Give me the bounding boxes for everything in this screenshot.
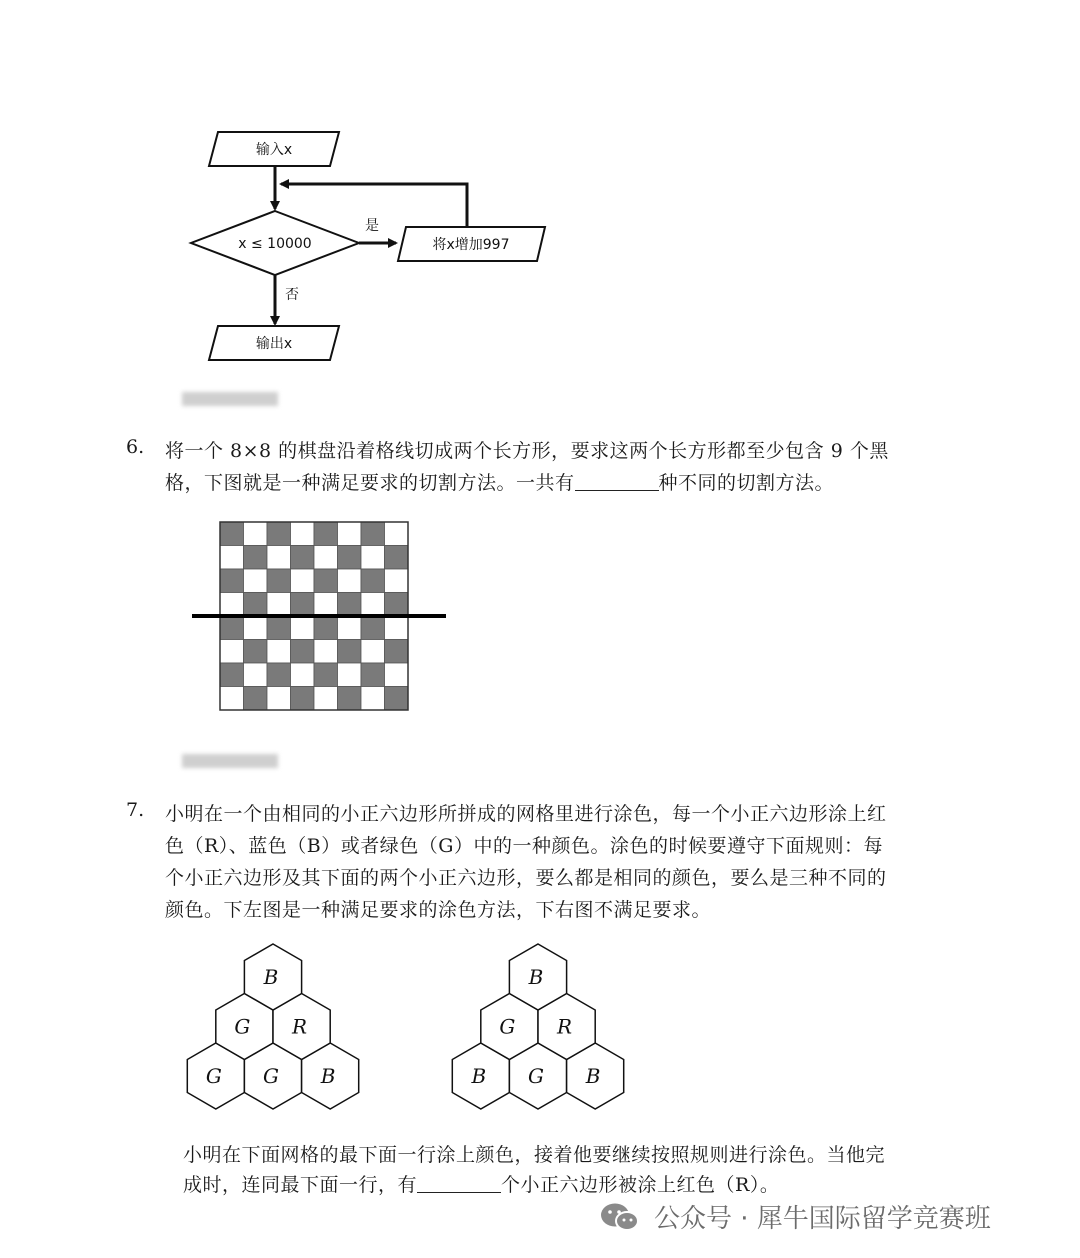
hex-grid-left [187, 944, 358, 1109]
hex-label: G [499, 1014, 516, 1039]
hex-label: R [292, 1014, 308, 1039]
flow-condition-label: x ≤ 10000 [238, 236, 312, 252]
hex-label: B [320, 1064, 336, 1088]
hex-label: B [471, 1064, 487, 1088]
q7-follow1: 小明在下面网格的最下面一行涂上颜色，接着他要继续按照规则进行涂色。当他完 [183, 1144, 886, 1166]
hex-label: B [585, 1064, 601, 1088]
flow-input-label: 输入x [255, 142, 293, 158]
q6-line2-a: 格，下图就是一种满足要求的切割方法。一共有 [165, 472, 575, 494]
hex-label: G [528, 1064, 544, 1088]
q6-number: 6. [126, 436, 145, 458]
hex-label: R [557, 1014, 573, 1039]
watermark-text: 公众号 · 犀牛国际留学竞赛班 [654, 1204, 991, 1234]
hex-label: G [263, 1064, 279, 1088]
q7-line4: 颜色。下左图是一种满足要求的涂色方法，下右图不满足要求。 [165, 899, 712, 921]
flow-yes-label: 是 [365, 218, 379, 234]
flow-no-label: 否 [285, 287, 299, 303]
q7-answer-blank[interactable] [417, 1174, 501, 1193]
q6-line2-b: 种不同的切割方法。 [658, 472, 835, 494]
hex-label: B [263, 965, 279, 989]
hex-label: G [205, 1064, 222, 1088]
watermark [598, 1198, 991, 1235]
q7-follow2 [183, 1170, 779, 1197]
flow-output-label: 输出x [255, 336, 293, 352]
q7-line1: 小明在一个由相同的小正六边形所拼成的网格里进行涂色，每一个小正六边形涂上红 [165, 803, 887, 825]
hex-label: B [528, 965, 544, 989]
q7-number: 7. [126, 799, 145, 821]
hex-label: G [234, 1014, 251, 1039]
q7-line2: 色（R）、蓝色（B）或者绿色（G）中的一种颜色。涂色的时候要遵守下面规则：每 [165, 835, 883, 857]
q7-follow2-b: 个小正六边形被涂上红色（R）。 [501, 1174, 780, 1196]
wechat-icon [598, 1199, 642, 1235]
q6-line1: 将一个 8×8 的棋盘沿着格线切成两个长方形，要求这两个长方形都至少包含 9 个黑 [165, 440, 889, 462]
q7-follow2-a: 成时，连同最下面一行，有 [183, 1174, 418, 1196]
hex-grid-right [452, 944, 623, 1109]
flow-action-label: 将x增加997 [432, 237, 510, 253]
q7-line3: 个小正六边形及其下面的两个小正六边形，要么都是相同的颜色，要么是三种不同的 [165, 867, 887, 889]
